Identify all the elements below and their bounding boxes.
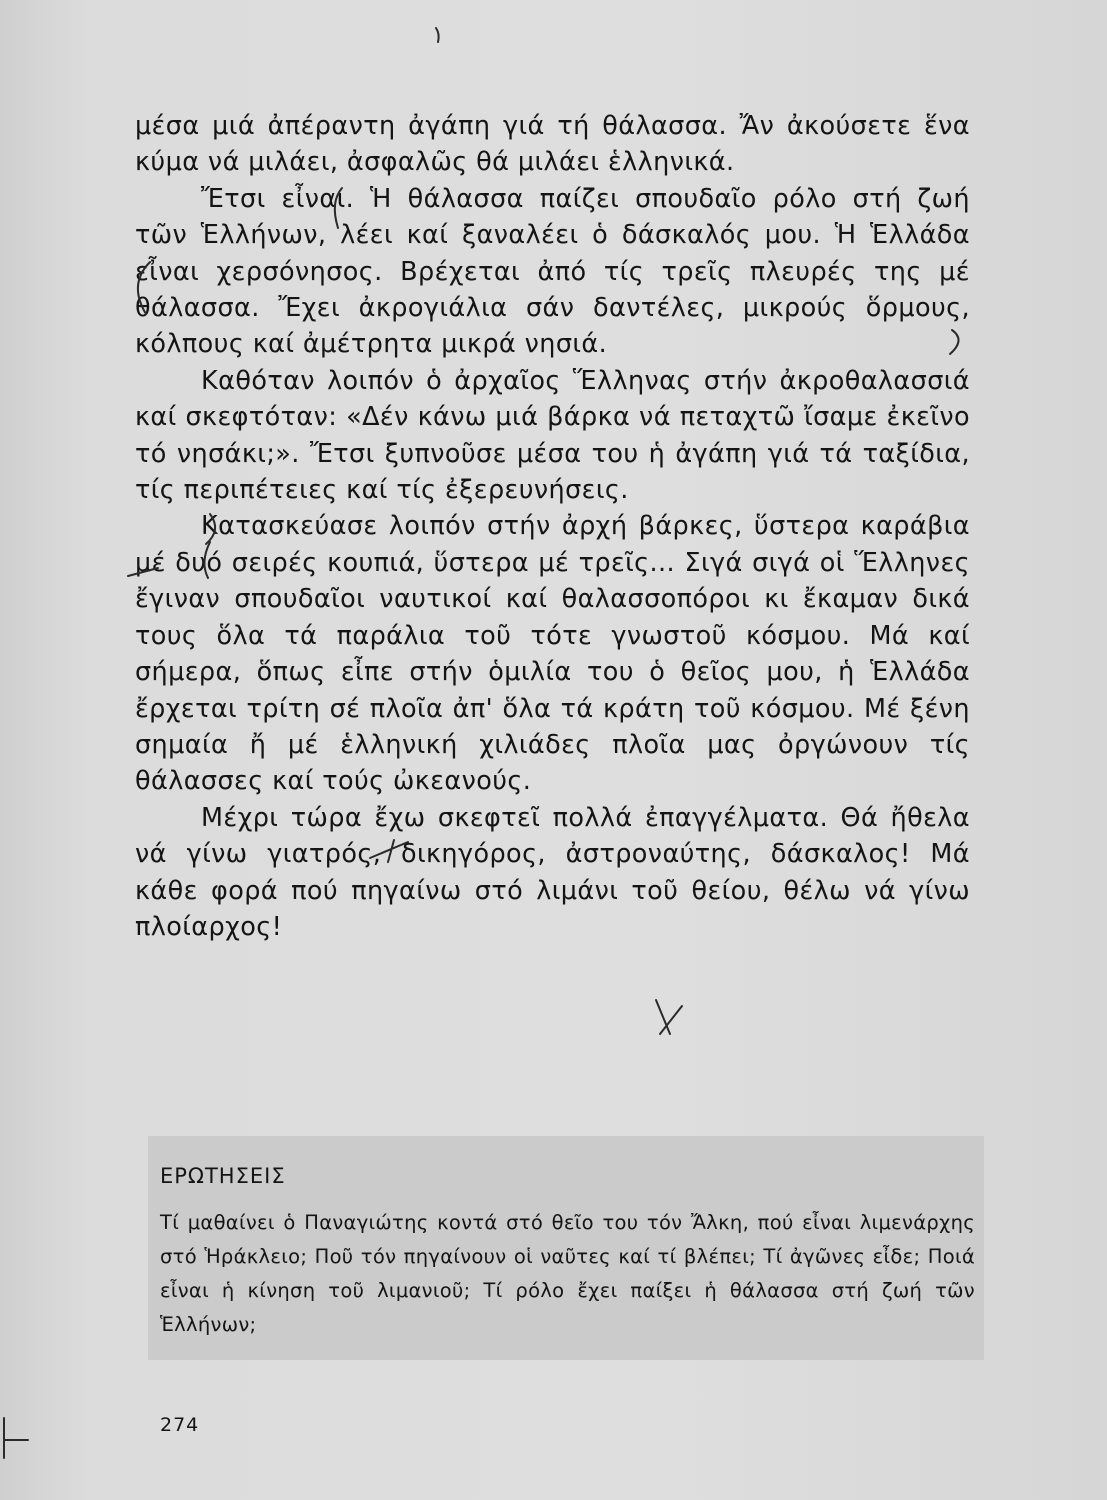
paragraph-1: μέσα μιά ἀπέραντη ἀγάπη γιά τή θάλασσα. Ἄν ἀκούσετε ἕνα κύμα νά μιλάει, ἀσφαλῶς θά μιλάει ἑλληνικά. <box>135 111 970 178</box>
paragraph-3: Καθόταν λοιπόν ὁ ἀρχαῖος Ἕλληνας στήν ἀκροθαλασσιά καί σκεφτόταν: «Δέν κάνω μιά βάρκα νά πεταχτῶ ἴσαμε ἐκεῖνο τό νησάκι;». Ἔτσι ξυπνοῦσε μέσα του ἡ ἀγάπη γιά τά ταξίδια, τίς περιπέτειες καί τίς ἐξερευνήσεις. <box>135 365 970 506</box>
paragraph-5: Μέχρι τώρα ἔχω σκεφτεῖ πολλά ἐπαγγέλματα. Θά ἤθελα νά γίνω γιατρός, δικηγόρος, ἀστροναύτης, δάσκαλος! Μά κάθε φορά πού πηγαίνω στό λιμάνι τοῦ θείου, θέλω νά γίνω πλοίαρχος! <box>135 802 970 942</box>
tick-mark-top <box>436 28 439 42</box>
main-text <box>135 108 970 945</box>
questions-text: Τί μαθαίνει ὁ Παναγιώτης κοντά στό θεῖο του τόν Ἄλκη, πού εἶναι λιμενάρχης στό Ἡράκλειο; Ποῦ τόν πηγαίνουν οἱ ναῦτες καί τί βλέπει; Τί ἀγῶνες εἶδε; Ποιά εἶναι ἡ κίνηση τοῦ λιμανιοῦ; Τί ρόλο ἔχει παίξει ἡ θάλασσα στή ζωή τῶν Ἑλλήνων; <box>160 1211 975 1336</box>
paragraph-4: Κατασκεύασε λοιπόν στήν ἀρχή βάρκες, ὕστερα καράβια μέ δυό σειρές κουπιά, ὕστερα μέ τρεῖς... Σιγά σιγά οἱ Ἕλληνες ἔγιναν σπουδαῖοι ναυτικοί καί θαλασσοπόροι κι ἔκαμαν δικά τους ὅλα τά παράλια τοῦ τότε γνωστοῦ κόσμου. Μά καί σήμερα, ὅπως εἶπε στήν ὁμιλία του ὁ θεῖος μου, ἡ Ἑλλάδα ἔρχεται τρίτη σέ πλοῖα ἀπ' ὅλα τά κράτη τοῦ κόσμου. Μέ ξένη σημαία ἤ μέ ἑλληνική χιλιάδες πλοῖα μας ὀργώνουν τίς θάλασσες καί τούς ὠκεανούς. <box>135 511 970 797</box>
cross-mark <box>656 1000 682 1034</box>
page-number: 274 <box>160 1414 200 1436</box>
paragraph-2: Ἔτσι εἶναι. Ἡ θάλασσα παίζει σπουδαῖο ρόλο στή ζωή τῶν Ἑλλήνων, λέει καί ξαναλέει ὁ δάσκαλός μου. Ἡ Ἑλλάδα εἶναι χερσόνησος. Βρέχεται ἀπό τίς τρεῖς πλευρές της μέ θάλασσα. Ἔχει ἀκρογιάλια σάν δαντέλες, μικρούς ὅρμους, κόλπους καί ἀμέτρητα μικρά νησιά. <box>135 183 970 360</box>
margin-line-bottom <box>4 1418 28 1458</box>
questions-title: ΕΡΩΤΗΣΕΙΣ <box>160 1164 286 1188</box>
